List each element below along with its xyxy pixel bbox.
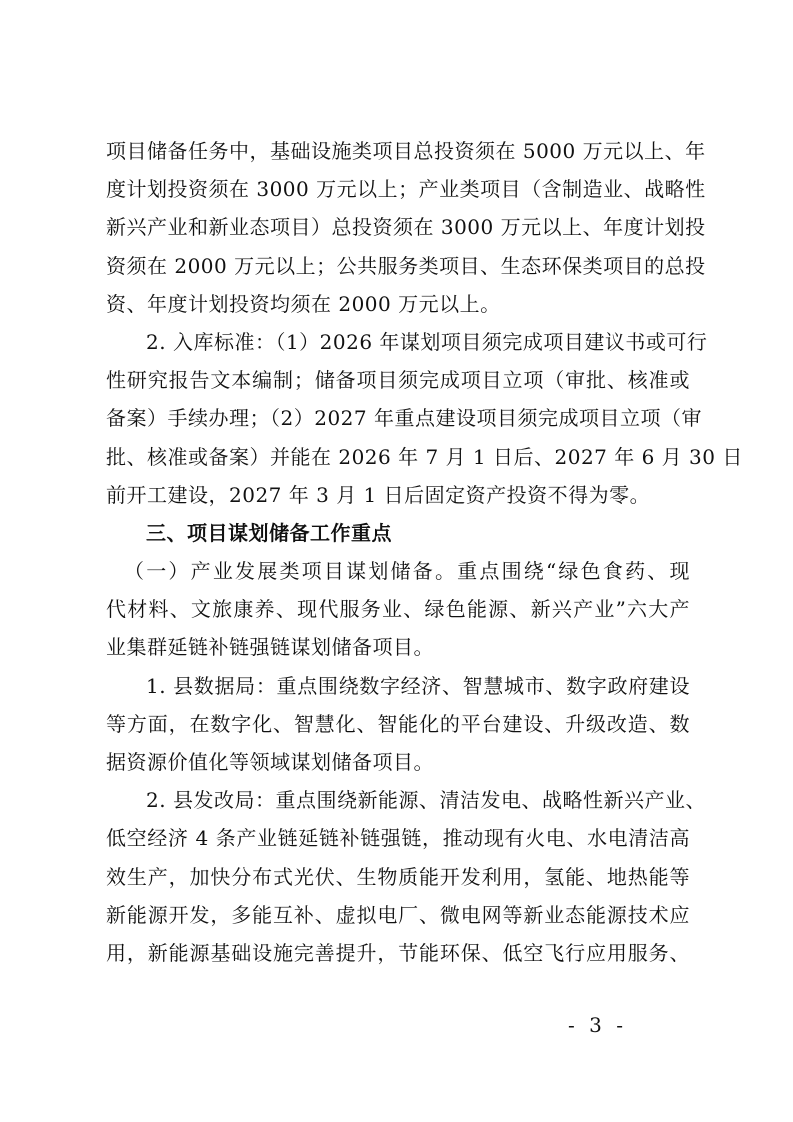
- text-line: 项目储备任务中，基础设施类项目总投资须在 5000 万元以上、年: [106, 139, 706, 163]
- text-line: 资须在 2000 万元以上；公共服务类项目、生态环保类项目的总投: [106, 253, 706, 278]
- paragraph-development-reform-bureau: [106, 781, 706, 972]
- paragraph-data-bureau: [106, 667, 690, 782]
- section-heading: 三、项目谋划储备工作重点: [146, 520, 392, 545]
- text-line: 性研究报告文本编制；储备项目须完成项目立项（审批、核准或: [106, 368, 690, 393]
- text-line: 用，新能源基础设施完善提升，节能环保、低空飞行应用服务、: [106, 940, 690, 965]
- text-line: 2. 县发改局：重点围绕新能源、清洁发电、战略性新兴产业、: [146, 788, 706, 813]
- text-line: 新兴产业和新业态项目）总投资须在 3000 万元以上、年度计划投: [106, 215, 706, 240]
- text-line: 等方面，在数字化、智慧化、智能化的平台建设、升级改造、数: [106, 711, 690, 736]
- text-line: 新能源开发，多能互补、虚拟电厂、微电网等新业态能源技术应: [106, 902, 690, 927]
- paragraph-industry-projects: [106, 552, 690, 667]
- text-line: 度计划投资须在 3000 万元以上；产业类项目（含制造业、战略性: [106, 177, 706, 202]
- text-line: 前开工建设，2027 年 3 月 1 日后固定资产投资不得为零。: [106, 482, 651, 507]
- text-line: 低空经济 4 条产业链延链补链强链，推动现有火电、水电清洁高: [106, 826, 690, 851]
- text-line: 批、核准或备案）并能在 2026 年 7 月 1 日后、2027 年 6 月 30 日: [106, 444, 743, 469]
- text-line: 1. 县数据局：重点围绕数字经济、智慧城市、数字政府建设: [146, 673, 690, 698]
- text-line: （一）产业发展类项目谋划储备。重点围绕“绿色食药、现: [124, 559, 690, 584]
- page-number: - 3 -: [568, 1013, 627, 1037]
- text-line: 资、年度计划投资均须在 2000 万元以上。: [106, 291, 501, 316]
- text-line: 代材料、文旅康养、现代服务业、绿色能源、新兴产业”六大产: [106, 597, 690, 622]
- text-line: 业集群延链补链强链谋划储备项目。: [106, 635, 434, 660]
- paragraph-admission-criteria: [106, 323, 743, 514]
- text-line: 2. 入库标准：（1）2026 年谋划项目须完成项目建议书或可行: [146, 329, 708, 354]
- text-line: 据资源价值化等领域谋划储备项目。: [106, 750, 434, 774]
- text-line: 效生产，加快分布式光伏、生物质能开发利用，氢能、地热能等: [106, 864, 690, 889]
- document-body: [106, 132, 743, 972]
- paragraph-investment-thresholds: [106, 132, 706, 323]
- text-line: 备案）手续办理；（2）2027 年重点建设项目须完成项目立项（审: [106, 406, 702, 431]
